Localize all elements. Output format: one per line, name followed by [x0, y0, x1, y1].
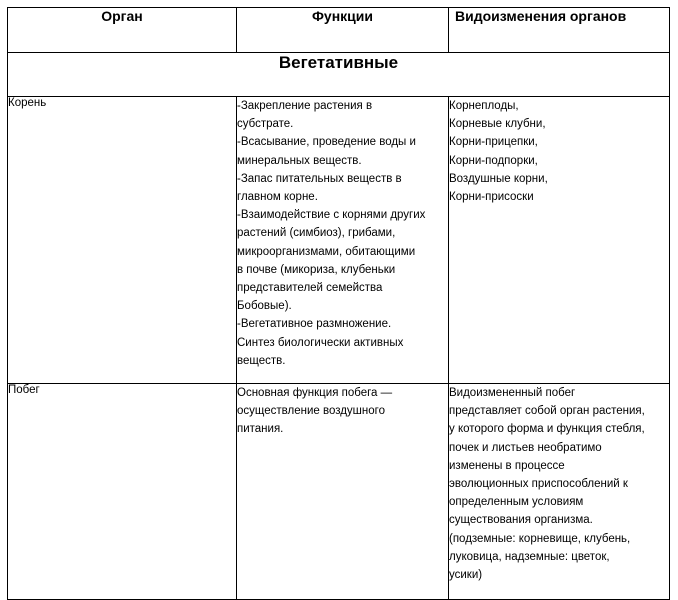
- function-line: -Вегетативное размножение.: [237, 318, 392, 331]
- function-line: представителей семейства: [237, 282, 383, 295]
- modification-line: почек и листьев необратимо: [449, 441, 602, 454]
- modification-line: эволюционных приспособлений к: [449, 478, 628, 491]
- functions-cell: [237, 384, 449, 600]
- function-line: субстрате.: [237, 118, 294, 131]
- function-line: веществ.: [237, 354, 286, 367]
- modification-line: определенным условиям: [449, 496, 584, 509]
- function-line: главном корне.: [237, 191, 318, 204]
- modification-line: (подземные: корневище, клубень,: [449, 532, 631, 545]
- modification-line: Корнеплоды,: [449, 100, 519, 112]
- organs-table: [7, 7, 670, 600]
- table-header-row: [8, 8, 670, 53]
- table-row: [8, 384, 670, 600]
- functions-cell: [237, 97, 449, 384]
- modification-line: существования организма.: [449, 514, 593, 527]
- modification-line: усики): [449, 569, 483, 582]
- function-line: в почве (микориза, клубеньки: [237, 263, 396, 276]
- modification-line: Корни-прицепки,: [449, 136, 538, 149]
- header-organ: Орган: [8, 8, 237, 53]
- organ-name: Корень: [8, 97, 237, 384]
- modification-line: Видоизмененный побег: [449, 387, 576, 399]
- modification-line: луковица, надземные: цветок,: [449, 550, 610, 563]
- modification-line: Корни-подпорки,: [449, 154, 538, 167]
- modification-line: Корневые клубни,: [449, 118, 546, 131]
- modification-line: изменены в процессе: [449, 459, 565, 472]
- function-line: -Закрепление растения в: [237, 100, 373, 112]
- function-line: -Запас питательных веществ в: [237, 172, 402, 185]
- section-row: [8, 53, 670, 97]
- function-line: -Всасывание, проведение воды и: [237, 136, 416, 149]
- modification-line: Воздушные корни,: [449, 172, 548, 185]
- table-row: [8, 97, 670, 384]
- header-modifications: Видоизменения органов: [449, 8, 670, 53]
- modifications-cell: [449, 384, 670, 600]
- function-line: Основная функция побега —: [237, 387, 393, 399]
- modifications-cell: [449, 97, 670, 384]
- modification-line: Корни-присоски: [449, 191, 534, 204]
- function-line: Бобовые).: [237, 300, 292, 313]
- function-line: питания.: [237, 423, 284, 436]
- function-line: минеральных веществ.: [237, 154, 362, 167]
- organ-name: Побег: [8, 384, 237, 600]
- section-title: Вегетативные: [8, 53, 670, 97]
- header-functions: Функции: [237, 8, 449, 53]
- function-line: растений (симбиоз), грибами,: [237, 227, 396, 240]
- function-line: Синтез биологически активных: [237, 336, 404, 349]
- modification-line: у которого форма и функция стебля,: [449, 423, 645, 436]
- function-line: микроорганизмами, обитающими: [237, 245, 416, 258]
- function-line: -Взаимодействие с корнями других: [237, 209, 426, 222]
- function-line: осуществление воздушного: [237, 405, 385, 418]
- modification-line: представляет собой орган растения,: [449, 405, 645, 418]
